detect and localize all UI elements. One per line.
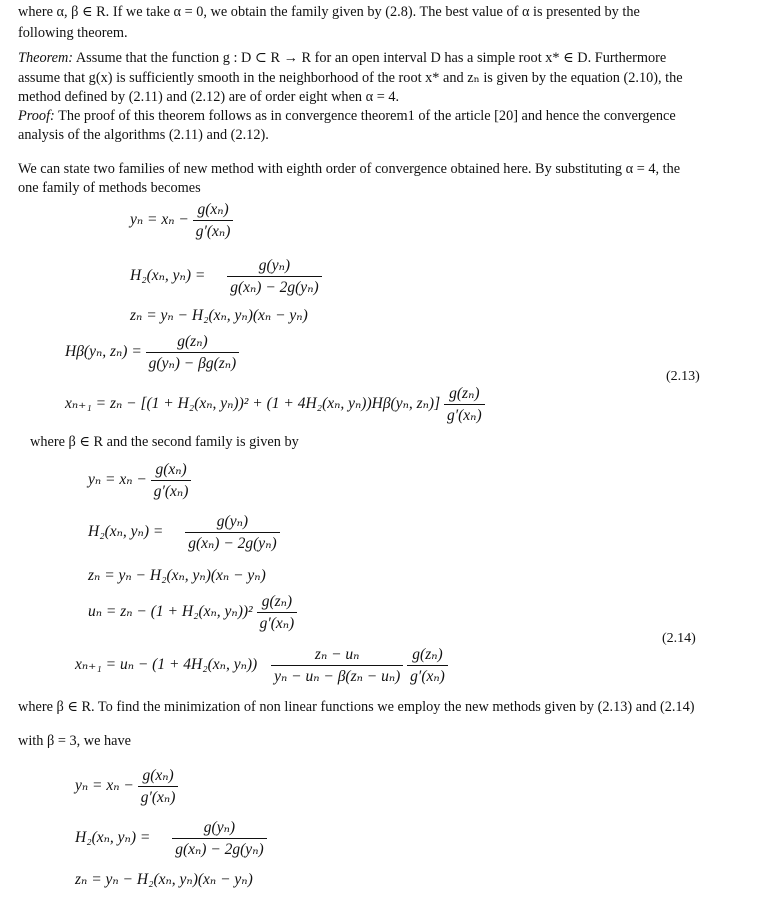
- eq213-l5-lhs: xₙ₊₁ = zₙ − [(1 + H₂(xₙ, yₙ))² + (1 + 4H₂(xₙ, yₙ))Hβ(yₙ, zₙ)]: [65, 395, 441, 413]
- eq213-l1-frac: [193, 200, 234, 241]
- eqf-line-1: [75, 766, 178, 807]
- eq214-l2-den: g(xₙ) − 2g(yₙ): [188, 535, 277, 552]
- eq214-l2-num: g(yₙ): [185, 512, 279, 533]
- para2-line-2: one family of methods becomes: [18, 180, 201, 196]
- para3-line-2: with β = 3, we have: [18, 733, 132, 749]
- eq214-l1-num: g(xₙ): [151, 460, 192, 481]
- eq214-l5-den1: yₙ − uₙ − β(zₙ − uₙ): [274, 668, 401, 685]
- eq213-line-3: zₙ = yₙ − H₂(xₙ, yₙ)(xₙ − yₙ): [130, 307, 308, 324]
- para3-line-1: where β ∈ R. To find the minimization of non linear functions we employ the new methods given by (2.13) and (2.14): [18, 699, 695, 715]
- eq214-l5-den2: g′(xₙ): [410, 668, 445, 685]
- eq214-number: (2.14): [662, 631, 696, 646]
- theorem-text: Assume that the function g : D ⊂ R → R for an open interval D has a simple root x* ∈ D. Furthermore: [73, 50, 667, 66]
- theorem-line-2: assume that g(x) is sufficiently smooth in the neighborhood of the root x* and zₙ is given by the equation (2.10), the: [18, 70, 683, 86]
- eq214-l5-frac2: [407, 645, 448, 686]
- eq214-l5-num1: zₙ − uₙ: [271, 645, 403, 666]
- theorem-label: Theorem:: [18, 50, 74, 66]
- eq213-l2-frac: [227, 256, 321, 297]
- eqf-l2-num: g(yₙ): [172, 818, 266, 839]
- eq214-l4-num: g(zₙ): [257, 592, 298, 613]
- intro-line-2: following theorem.: [18, 25, 128, 41]
- theorem-line-1: [18, 49, 666, 68]
- eq213-l1-den: g′(xₙ): [195, 223, 231, 240]
- eq213-line-2: [130, 256, 322, 297]
- eq213-l5-den: g′(xₙ): [447, 407, 482, 424]
- eq214-line-3: zₙ = yₙ − H₂(xₙ, yₙ)(xₙ − yₙ): [88, 567, 266, 584]
- eq213-l2-den: g(xₙ) − 2g(yₙ): [230, 279, 319, 296]
- eq213-l4-num: g(zₙ): [146, 332, 240, 353]
- eq214-l5-num2: g(zₙ): [407, 645, 448, 666]
- eq213-l1-num: g(xₙ): [193, 200, 234, 221]
- eq214-l5-frac1: [271, 645, 403, 686]
- eq214-l1-den: g′(xₙ): [153, 483, 189, 500]
- eq213-line-1: [130, 200, 233, 241]
- theorem-line-3: method defined by (2.11) and (2.12) are of order eight when α = 4.: [18, 89, 400, 105]
- eq214-line-5: [75, 645, 448, 686]
- eq214-l2-frac: [185, 512, 279, 553]
- eq214-l1-lhs: yₙ = xₙ −: [88, 471, 147, 489]
- proof-label: Proof:: [18, 108, 55, 124]
- eqf-l2-lhs: H₂(xₙ, yₙ) =: [75, 829, 151, 847]
- eq213-l1-lhs: yₙ = xₙ −: [130, 211, 189, 229]
- eqf-l2-frac: [172, 818, 266, 859]
- eqf-line-2: [75, 818, 267, 859]
- eq214-line-2: [88, 512, 280, 553]
- eq213-l2-lhs: H₂(xₙ, yₙ) =: [130, 267, 206, 285]
- eq213-l4-lhs: Hβ(yₙ, zₙ) =: [65, 343, 142, 361]
- proof-line-1: [18, 107, 676, 126]
- eq213-l5-num: g(zₙ): [444, 384, 485, 405]
- eq213-line-5: [65, 384, 485, 425]
- between-text: where β ∈ R and the second family is given by: [30, 434, 299, 450]
- eq214-l2-lhs: H₂(xₙ, yₙ) =: [88, 523, 164, 541]
- eq213-l4-frac: [146, 332, 240, 373]
- eq214-l4-den: g′(xₙ): [259, 615, 295, 632]
- eqf-l1-lhs: yₙ = xₙ −: [75, 777, 134, 795]
- eq214-l1-frac: [151, 460, 192, 501]
- eq214-l5-lhs: xₙ₊₁ = uₙ − (1 + 4H₂(xₙ, yₙ)): [75, 656, 258, 674]
- eq213-l5-frac: [444, 384, 485, 425]
- intro-line-1: where α, β ∈ R. If we take α = 0, we obtain the family given by (2.8). The best value of α is presented by the: [18, 4, 640, 20]
- eqf-l2-den: g(xₙ) − 2g(yₙ): [175, 841, 264, 858]
- eqf-l1-den: g′(xₙ): [140, 789, 176, 806]
- eq214-line-1: [88, 460, 191, 501]
- eq213-line-4: [65, 332, 239, 373]
- eqf-line-3: zₙ = yₙ − H₂(xₙ, yₙ)(xₙ − yₙ): [75, 871, 253, 888]
- proof-line-2: analysis of the algorithms (2.11) and (2.12).: [18, 127, 269, 143]
- para2-line-1: We can state two families of new method with eighth order of convergence obtained here. By substituting α = 4, the: [18, 161, 681, 177]
- eqf-l1-frac: [138, 766, 179, 807]
- eq214-line-4: [88, 592, 297, 633]
- proof-text: The proof of this theorem follows as in convergence theorem1 of the article [20] and hence the convergence: [54, 108, 676, 124]
- eq213-l4-den: g(yₙ) − βg(zₙ): [148, 355, 237, 372]
- eq214-l4-frac: [257, 592, 298, 633]
- eq213-l2-num: g(yₙ): [227, 256, 321, 277]
- eq213-number: (2.13): [666, 369, 700, 384]
- eq214-l4-lhs: uₙ = zₙ − (1 + H₂(xₙ, yₙ))²: [88, 603, 253, 621]
- eqf-l1-num: g(xₙ): [138, 766, 179, 787]
